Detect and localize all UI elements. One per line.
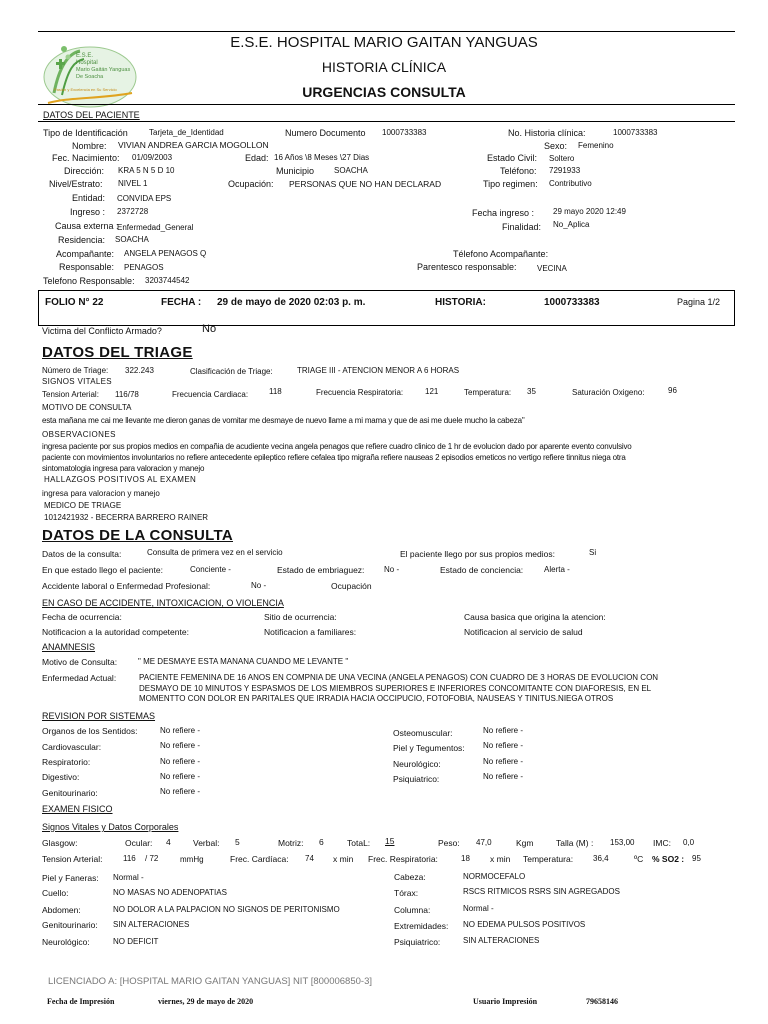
exam-temp-label: Temperatura: [523,854,574,864]
review-label: Cardiovascular: [42,742,102,752]
height-label: Talla (M) : [556,838,594,848]
observations-label: OBSERVACIONES [42,430,116,439]
folio-history-label: HISTORIA: [435,297,486,308]
logo-text-1: E.S.E. [76,53,94,59]
exam-fc-value: 74 [305,854,314,863]
exam-label: Abdomen: [42,905,81,915]
responsible-phone-label: Telefono Responsable: [43,276,135,286]
exam-value: NO DOLOR A LA PALPACION NO SIGNOS DE PERITONISMO [113,905,340,914]
exam-value: NO EDEMA PULSOS POSITIVOS [463,920,586,929]
birthdate-label: Fec. Nacimiento: [52,153,120,163]
level-label: Nivel/Estrato: [49,179,103,189]
regimen-label: Tipo regimen: [483,179,538,189]
arrival-state-value: Conciente - [190,565,231,574]
residence-value: SOACHA [115,235,149,244]
triage-class-label: Clasificación de Triage: [190,367,273,376]
print-date-value: viernes, 29 de mayo de 2020 [158,997,254,1006]
logo-text-2: Hospital [76,60,98,66]
anamnesis-reason-value: " ME DESMAYE ESTA MANANA CUANDO ME LEVANTE " [138,657,349,666]
responsible-value: PENAGOS [124,263,164,272]
admission-label: Ingreso : [70,207,106,217]
name-label: Nombre: [72,141,107,151]
folio-date-label: FECHA : [161,297,202,308]
systems-review-title: REVISION POR SISTEMAS [42,711,156,721]
hospital-name: E.S.E. HOSPITAL MARIO GAITAN YANGUAS [230,34,538,51]
phone-label: Teléfono: [500,166,537,176]
vital-signs-label: SIGNOS VITALES [42,377,112,386]
exam-value: SIN ALTERACIONES [113,920,190,929]
exam-value: NO MASAS NO ADENOPATIAS [113,888,227,897]
exam-value: Normal - [113,873,144,882]
arrival-own-label: El paciente llego por sus propios medios: [400,549,555,559]
id-type-label: Tipo de Identificación [43,128,128,138]
triage-fc-value: 118 [269,387,282,396]
current-illness-label: Enfermedad Actual: [42,673,117,683]
intoxication-value: No - [384,565,400,574]
review-value: No refiere - [483,757,524,766]
regimen-value: Contributivo [549,179,592,188]
address-label: Dirección: [64,166,105,176]
occurrence-date-label: Fecha de ocurrencia: [42,612,122,622]
anamnesis-section-title: ANAMNESIS [42,642,96,652]
admission-date-value: 29 mayo 2020 12:49 [553,207,626,216]
arrival-own-value: Si [589,548,597,557]
top-rule [38,31,735,32]
id-type-value: Tarjeta_de_Identidad [149,128,224,137]
verbal-value: 5 [235,837,240,847]
exam-temp-value: 36,4 [593,854,609,863]
exam-label: Psiquiatrico: [394,937,441,947]
triage-class-value: TRIAGE III - ATENCION MENOR A 6 HORAS [297,366,460,375]
consult-section-title: DATOS DE LA CONSULTA [42,527,233,544]
basic-cause-label: Causa basica que origina la atencion: [464,612,606,622]
review-label: Piel y Tegumentos: [393,743,465,753]
entity-label: Entidad: [72,193,106,203]
ocular-label: Ocular: [125,838,153,848]
exam-fr-value: 18 [461,854,470,863]
exam-value: NO DEFICIT [113,937,159,946]
exam-temp-unit: ºC [634,854,644,864]
purpose-value: No_Aplica [553,220,590,229]
motriz-value: 6 [319,837,324,847]
current-illness-line-2: DESMAYO DE 10 MINUTOS Y ESPASMOS DE LOS MIEMBROS SUPERIORES E INFERIORES CONCOMITANTE CON DIAFORESIS, EN EL [139,684,652,693]
review-value: No refiere - [160,741,201,750]
review-value: No refiere - [160,787,201,796]
clinical-history-value: 1000733383 [613,128,658,137]
residence-label: Residencia: [58,235,106,245]
weight-label: Peso: [438,838,460,848]
exam-fr-label: Frec. Respiratoria: [368,854,438,864]
clinical-history-label: No. Historia clínica: [508,128,586,138]
motriz-label: Motriz: [278,838,304,848]
print-user-label: Usuario Impresión [473,997,538,1006]
consciousness-value: Alerta - [544,565,570,574]
sex-value: Femenino [578,141,614,150]
exam-label: Piel y Faneras: [42,873,99,883]
exam-ta-sys: 116 [123,854,136,863]
age-label: Edad: [245,153,269,163]
review-label: Organos de los Sentidos: [42,726,138,736]
review-value: No refiere - [160,772,201,781]
anamnesis-reason-label: Motivo de Consulta: [42,657,118,667]
triage-doctor-label: MEDICO DE TRIAGE [44,501,122,510]
name-value: VIVIAN ANDREA GARCIA MOGOLLON [118,140,269,150]
print-user-value: 79658146 [586,997,618,1006]
accident-section-title: EN CASO DE ACCIDENTE, INTOXICACION, O VIOLENCIA [42,598,284,608]
logo-text-4: De Soacha [76,74,104,80]
work-accident-value: No - [251,581,267,590]
exam-ta-dia: / 72 [145,854,159,863]
exam-value: NORMOCEFALO [463,872,526,881]
verbal-label: Verbal: [193,838,220,848]
folio-box [38,290,735,326]
work-accident-label: Accidente laboral o Enfermedad Profesional: [42,581,211,591]
arrival-state-label: En que estado llego el paciente: [42,565,163,575]
print-date-label: Fecha de Impresión [47,997,115,1006]
review-label: Psiquiatrico: [393,774,440,784]
observations-line-2: paciente con movimientos involuntarios no refiere antecedente epileptico refiere cefalea tipo migraña refiere nauseas 2 episodios emeticos no vertigo refiere tinnitus niega otra [42,453,626,462]
triage-fr-label: Frecuencia Respiratoria: [316,388,404,397]
triage-number-label: Número de Triage: [42,366,109,375]
exam-label: Columna: [394,905,431,915]
entity-value: CONVIDA EPS [117,194,172,203]
exam-label: Tórax: [394,888,419,898]
consult-reason-text: esta mañana me cai me llevante me dieron ganas de vomitar me desmaye de nuevo llame a mi mama y que de asi me duele mucho la cabeza" [42,416,525,425]
intoxication-label: Estado de embriaguez: [277,565,365,575]
bmi-value: 0,0 [683,838,695,847]
folio-number: FOLIO N° 22 [45,297,104,308]
total-value: 15 [385,836,395,846]
current-illness-line-1: PACIENTE FEMENINA DE 16 ANOS EN COMPNIA DE UNA VECINA (ANGELA PENAGOS) CON CUADRO DE 3 HORAS DE EVOLUCION CON [139,673,659,682]
patient-section-title: DATOS DEL PACIENTE [43,110,140,120]
review-label: Digestivo: [42,772,80,782]
triage-number-value: 322.243 [125,366,154,375]
external-cause-value: Enfermedad_General [117,223,194,232]
birthdate-value: 01/09/2003 [132,153,173,162]
physical-exam-title: EXAMEN FISICO [42,804,113,814]
municipio-value: SOACHA [334,166,368,175]
triage-sat-label: Saturación Oxigeno: [572,388,645,397]
exam-label: Extremidades: [394,921,449,931]
companion-value: ANGELA PENAGOS Q [124,249,207,258]
document-title: HISTORIA CLÍNICA [321,59,447,75]
relationship-value: VECINA [537,264,567,273]
exam-value: RSCS RITMICOS RSRS SIN AGREGADOS [463,887,620,896]
consult-data-label: Datos de la consulta: [42,549,122,559]
exam-fc-unit: x min [333,854,354,864]
companion-phone-label: Télefono Acompañante: [453,249,549,259]
weight-value: 47,0 [476,838,492,847]
occupation-label: Ocupación: [228,179,274,189]
sex-label: Sexo: [544,141,568,151]
address-value: KRA 5 N 5 D 10 [118,166,175,175]
current-illness-line-3: MOMENTTO CON DOLOR EN PARITALES QUE IRRADIA HACIA OCCIPUCIO, FOTOFOBIA, NAUSEAS Y TINITUS.NIEGA OTROS [139,694,614,703]
external-cause-label: Causa externa : [55,221,119,231]
municipio-label: Municipio [276,166,315,176]
exam-fc-label: Frec. Cardíaca: [230,854,289,864]
phone-value: 7291933 [549,166,581,175]
logo-text-3: Mario Gaitán Yanguas [76,67,131,73]
family-notice-label: Notificacion a familiares: [264,627,357,637]
doc-number-label: Numero Documento [285,128,366,138]
exam-label: Cuello: [42,888,69,898]
review-value: No refiere - [483,741,524,750]
review-value: No refiere - [160,757,201,766]
consult-data-value: Consulta de primera vez en el servicio [147,548,283,557]
exam-so2-label: % SO2 : [652,854,685,864]
exam-label: Neurológico: [42,937,90,947]
folio-date-value: 29 de mayo de 2020 02:03 p. m. [217,297,366,308]
license-text: LICENCIADO A: [HOSPITAL MARIO GAITAN YANGUAS] NIT [800006850-3] [48,976,372,987]
review-label: Osteomuscular: [393,728,453,738]
height-value: 153,00 [610,838,635,847]
findings-text: ingresa para valoracion y manejo [42,489,160,498]
triage-sat-value: 96 [668,386,677,395]
observations-line-1: ingresa paciente por sus propios medios en compañia de acudiente vecina angela penagos que refiere cuadro clinico de 1 hr de evolucion dado por aparente evento convulsivo [42,442,632,451]
consciousness-label: Estado de conciencia: [440,565,524,575]
review-label: Respiratorio: [42,757,91,767]
exam-label: Genitourinario: [42,920,98,930]
observations-line-3: sintomatologia ingresa para valoracion y manejo [42,464,205,473]
review-value: No refiere - [483,726,524,735]
responsible-label: Responsable: [59,262,115,272]
age-value: 16 Años \8 Meses \27 Dias [274,153,370,162]
triage-fc-label: Frecuencia Cardiaca: [172,390,249,399]
triage-ta-value: 116/78 [115,390,139,399]
triage-ta-label: Tension Arterial: [42,390,99,399]
review-label: Genitourinario: [42,788,98,798]
admission-date-label: Fecha ingreso : [472,208,535,218]
review-value: No refiere - [483,772,524,781]
doc-number-value: 1000733383 [382,128,427,137]
exam-label: Cabeza: [394,872,426,882]
review-label: Neurológico: [393,759,441,769]
page-number: Pagina 1/2 [677,297,721,307]
conflict-victim-label: Victima del Conflicto Armado? [42,326,162,336]
weight-unit: Kgm [516,838,534,848]
glasgow-label: Glasgow: [42,838,78,848]
bmi-label: IMC: [653,838,671,848]
findings-label: HALLAZGOS POSITIVOS AL EXAMEN [44,475,197,484]
exam-ta-unit: mmHg [180,855,204,864]
logo-slogan: Pasión y Excelencia en Su Servicio [54,87,117,92]
exam-ta-label: Tension Arterial: [42,854,103,864]
total-label: TotaL: [347,838,371,848]
responsible-phone-value: 3203744542 [145,276,190,285]
exam-fr-unit: x min [490,854,511,864]
occupation-value: PERSONAS QUE NO HAN DECLARAD [289,179,442,189]
triage-doctor-value: 1012421932 - BECERRA BARRERO RAINER [44,513,209,522]
level-value: NIVEL 1 [118,179,148,188]
triage-temp-label: Temperatura: [464,388,512,397]
consult-reason-label: MOTIVO DE CONSULTA [42,403,132,412]
vitals-section-title: Signos Vitales y Datos Corporales [42,822,179,832]
conflict-victim-value: No [202,323,217,335]
triage-section-title: DATOS DEL TRIAGE [42,344,193,361]
occurrence-site-label: Sitio de ocurrencia: [264,612,337,622]
relationship-label: Parentesco responsable: [417,262,517,272]
admission-value: 2372728 [117,207,149,216]
exam-value: Normal - [463,904,494,913]
ocular-value: 4 [166,837,171,847]
purpose-label: Finalidad: [502,222,542,232]
exam-value: SIN ALTERACIONES [463,936,540,945]
companion-label: Acompañante: [56,249,115,259]
patient-section-rule [38,121,735,122]
authority-notice-label: Notificacion a la autoridad competente: [42,627,189,637]
civil-status-label: Estado Civil: [487,153,538,163]
civil-status-value: Soltero [549,154,575,163]
exam-so2-value: 95 [692,854,701,863]
document-subtitle: URGENCIAS CONSULTA [302,84,466,100]
consult-occupation-label: Ocupación [331,581,372,591]
folio-history-value: 1000733383 [544,297,600,308]
health-service-notice-label: Notificacion al servicio de salud [464,627,583,637]
triage-temp-value: 35 [527,387,536,396]
triage-fr-value: 121 [425,387,439,396]
review-value: No refiere - [160,726,201,735]
header-rule [38,104,735,105]
